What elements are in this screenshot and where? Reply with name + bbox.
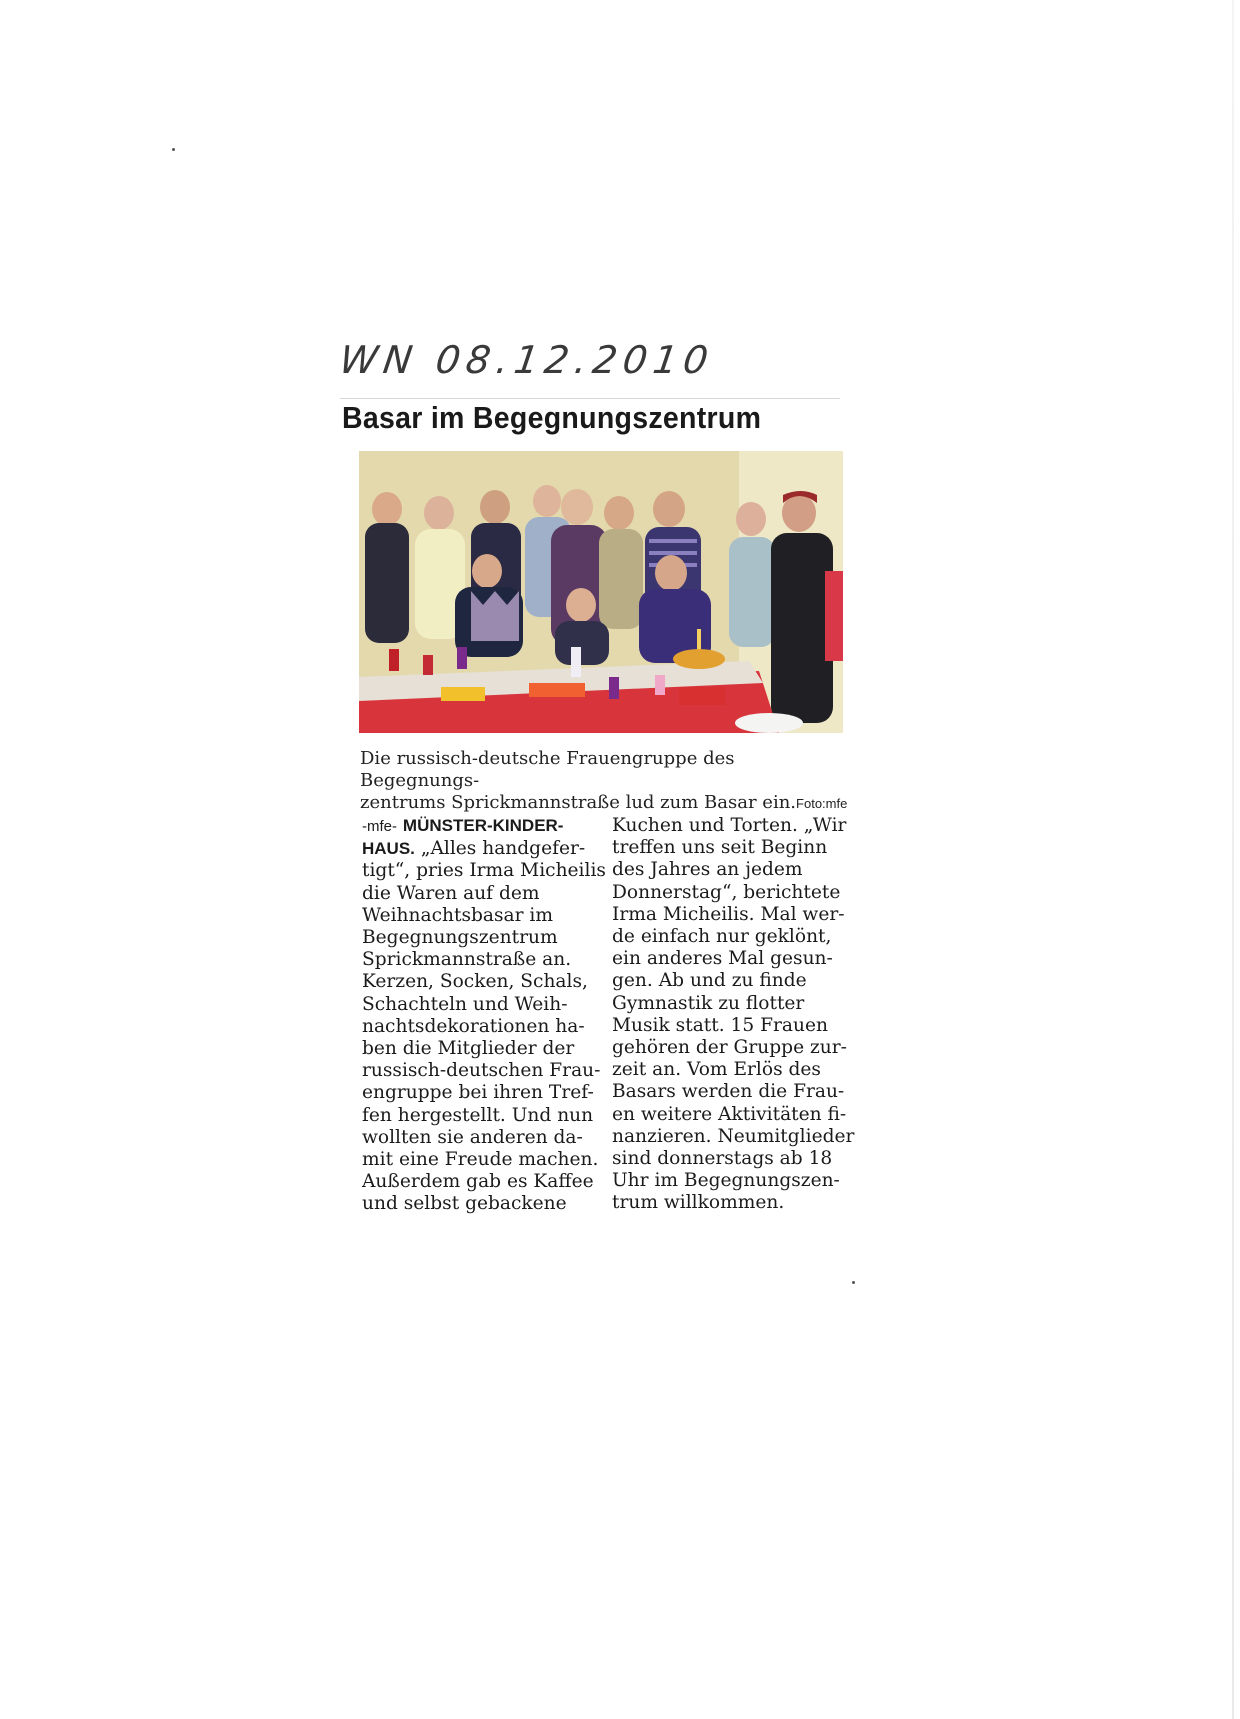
column2-line-8: Gymnastik zu flotter	[612, 992, 805, 1014]
column2-line-10: gehören der Gruppe zur-	[612, 1037, 847, 1059]
dateline-line-2	[362, 838, 602, 860]
column1-line-5: Sprickmannstraße an.	[362, 949, 572, 971]
column2-line-7: gen. Ab und zu finde	[612, 970, 807, 992]
column1-line-9: ben die Mitglieder der	[362, 1038, 575, 1060]
article-column-2	[612, 815, 855, 1215]
column2-line-13: en weitere Aktivitäten fi-	[612, 1103, 847, 1125]
column1-line-13: wollten sie anderen da-	[362, 1126, 583, 1148]
column1-line-8: nachtsdekorationen ha-	[362, 1015, 585, 1037]
photo-caption	[360, 748, 850, 815]
group-photo-illustration	[359, 451, 843, 733]
article-column-1	[362, 815, 606, 1216]
author-tag: -mfe-	[362, 818, 397, 835]
column1-line-6: Kerzen, Socken, Schals,	[362, 971, 588, 993]
column2-line-2: des Jahres an jedem	[612, 859, 803, 881]
column1-line-2: die Waren auf dem	[362, 882, 540, 904]
column2-line-9: Musik statt. 15 Frauen	[612, 1014, 828, 1036]
column2-line-0: Kuchen und Torten. „Wir	[612, 815, 847, 836]
caption-line-1: Die russisch-deutsche Frauengruppe des Begegnungs-	[360, 748, 735, 791]
column1-line-11: engruppe bei ihren Tref-	[362, 1082, 594, 1104]
column1-line-15: Außerdem gab es Kaffee	[362, 1171, 594, 1193]
column1-line-3: Weihnachtsbasar im	[362, 904, 553, 926]
dateline-part-1: MÜNSTER-KINDER-	[402, 816, 564, 835]
column1-line-7: Schachteln und Weih-	[362, 993, 568, 1015]
column2-line-5: de einfach nur geklönt,	[612, 926, 832, 948]
column1-line-10: russisch-deutschen Frau-	[362, 1060, 601, 1082]
article-headline: Basar im Begegnungszentrum	[342, 400, 762, 435]
column1-line-16: und selbst gebackene	[362, 1193, 567, 1215]
column1-line-1: tigt“, pries Irma Micheilis	[362, 860, 606, 882]
scan-edge	[1232, 0, 1234, 1719]
column2-line-14: nanzieren. Neumitglieder	[612, 1125, 855, 1147]
dateline-part-2: HAUS.	[362, 839, 415, 859]
scan-speck	[172, 148, 175, 151]
caption-line-2	[360, 792, 850, 815]
dateline-line	[362, 815, 602, 838]
group-photo	[359, 451, 843, 733]
column2-line-15: sind donnerstags ab 18	[612, 1148, 833, 1170]
column2-line-16: Uhr im Begegnungszen-	[612, 1170, 840, 1192]
column1-line-12: fen hergestellt. Und nun	[362, 1104, 594, 1126]
column2-line-4: Irma Micheilis. Mal wer-	[612, 903, 845, 925]
column2-line-3: Donnerstag“, berichtete	[612, 881, 841, 903]
column2-line-6: ein anderes Mal gesun-	[612, 948, 833, 970]
column1-line-0: „Alles handgefer-	[414, 838, 586, 860]
top-rule	[340, 398, 840, 399]
column2-line-11: zeit an. Vom Erlös des	[612, 1059, 821, 1081]
column1-line-4: Begegnungszentrum	[362, 927, 558, 949]
photo-credit: Foto:mfe	[796, 796, 848, 811]
column2-line-12: Basars werden die Frau-	[612, 1081, 845, 1103]
caption-line-2-text: zentrums Sprickmannstraße lud zum Basar ein.	[360, 792, 797, 813]
column2-line-1: treffen uns seit Beginn	[612, 837, 828, 859]
column2-line-17: trum willkommen.	[612, 1192, 785, 1214]
handwritten-date-note: WN 08.12.2010	[336, 338, 717, 382]
column1-line-14: mit eine Freude machen.	[362, 1149, 599, 1171]
scan-speck	[852, 1281, 855, 1284]
